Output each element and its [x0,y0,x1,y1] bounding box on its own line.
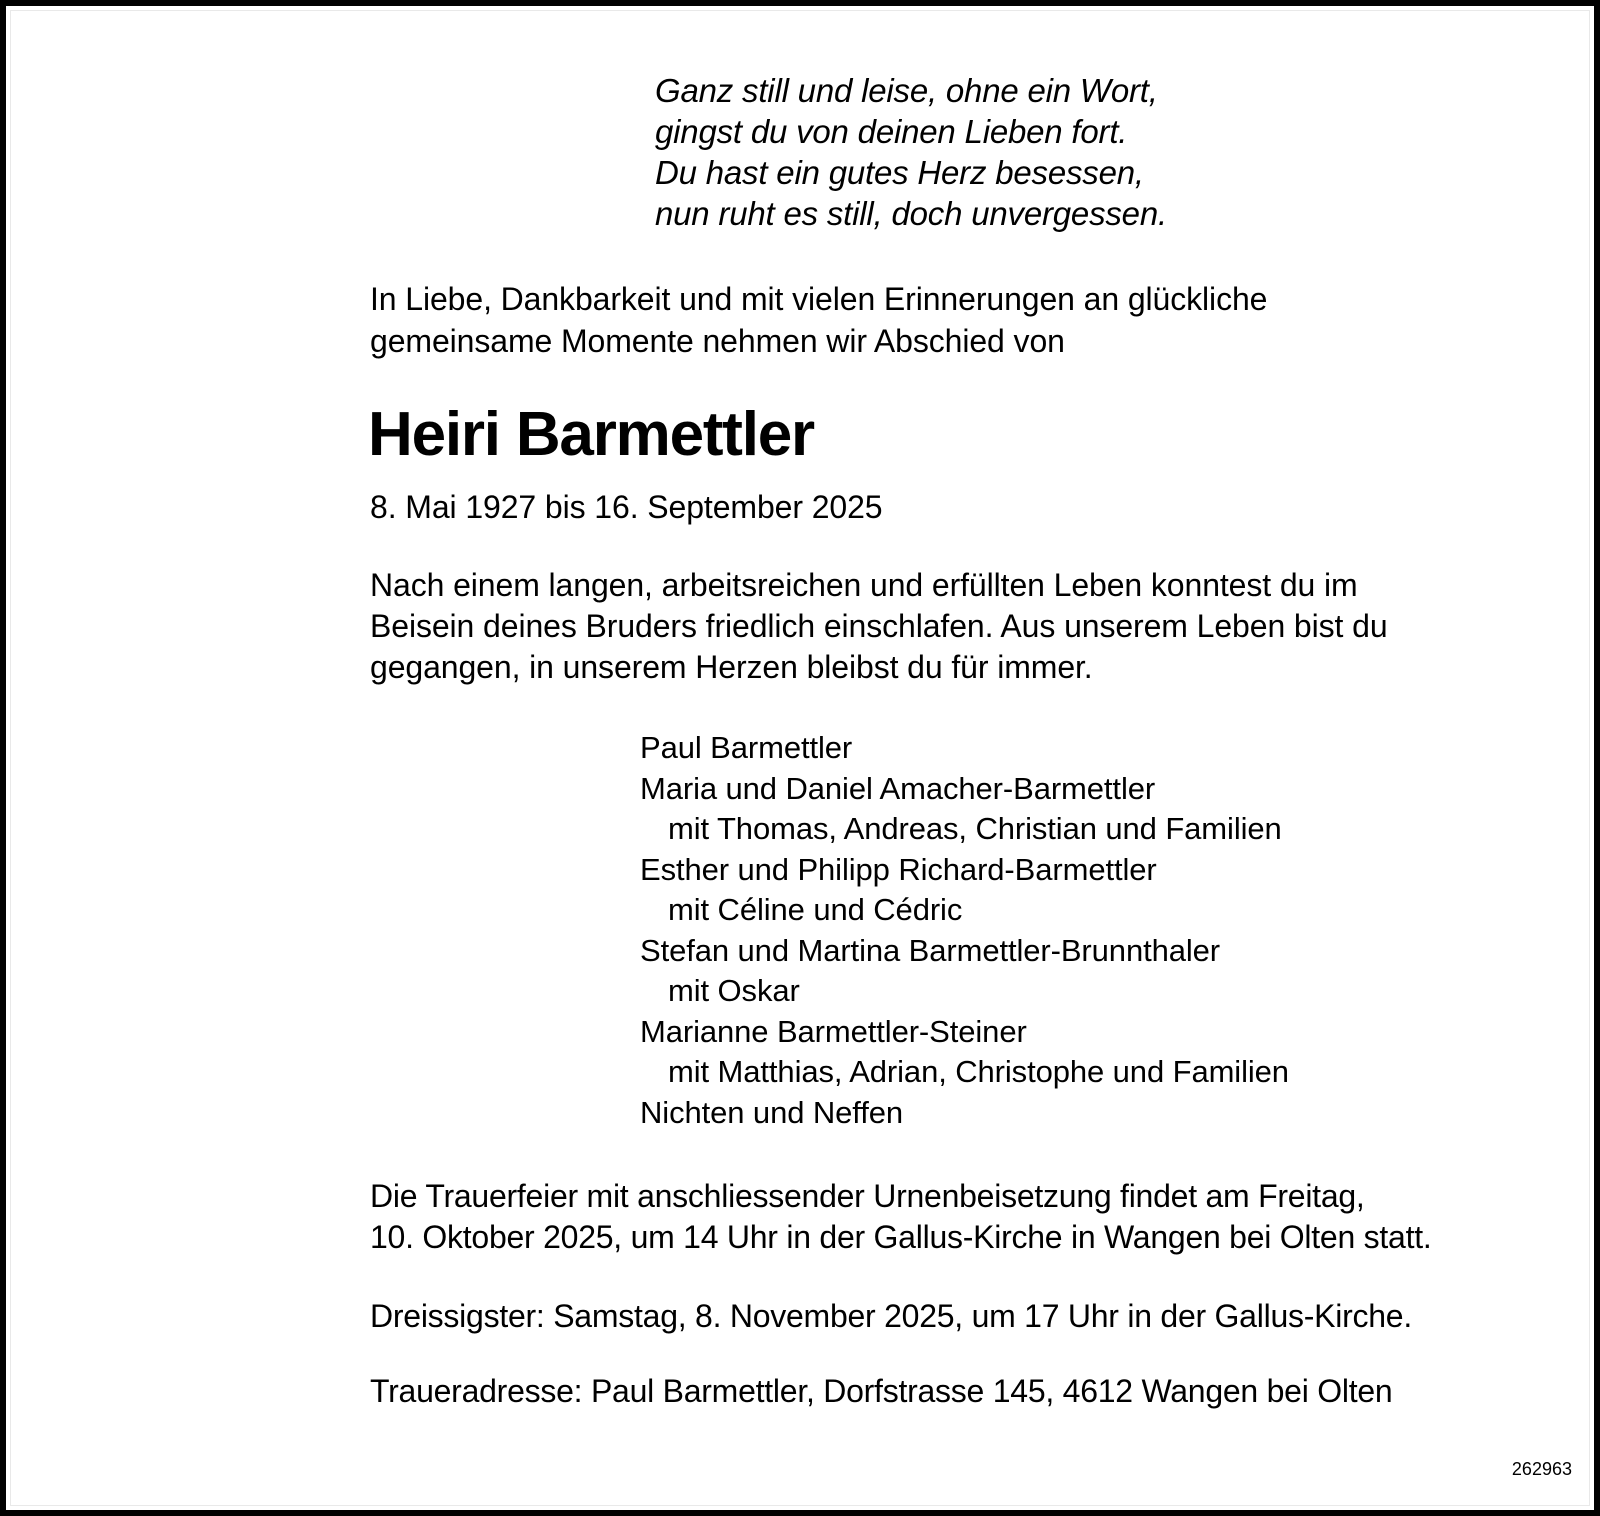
thirtieth-line-1: Dreissigster: Samstag, 8. November 2025, um 17 Uhr in der Gallus-Kirche. [370,1298,1412,1334]
funeral-ceremony-details [370,1176,1550,1258]
narrative-line-1: Nach einem langen, arbeitsreichen und erfüllten Leben konntest du im [370,567,1358,603]
reference-number: 262963 [1511,1459,1572,1479]
family-member: Marianne Barmettler-Steiner [640,1013,1027,1049]
poem-line-2: gingst du von deinen Lieben fort. [655,113,1128,150]
family-member: Paul Barmettler [640,730,853,765]
deceased-name: Heiri Barmettler [368,400,814,469]
address-line-1: Traueradresse: Paul Barmettler, Dorfstrasse 145, 4612 Wangen bei Olten [370,1373,1393,1409]
family-member: mit Matthias, Adrian, Christophe und Familien [668,1054,1289,1089]
deceased-life-dates: 8. Mai 1927 bis 16. September 2025 [370,489,883,525]
introduction-text [370,278,1530,362]
family-member: mit Céline und Cédric [668,892,963,927]
thirtieth-day-memorial [370,1296,1550,1337]
bereaved-family-list [640,728,1289,1133]
family-member: Esther und Philipp Richard-Barmettler [640,851,1157,887]
narrative-line-2: Beisein deines Bruders friedlich einschlafen. Aus unserem Leben bist du [370,608,1388,644]
memorial-poem [655,70,1167,234]
ceremony-line-1: Die Trauerfeier mit anschliessender Urnenbeisetzung findet am Freitag, [370,1178,1365,1214]
introduction-line-2: gemeinsame Momente nehmen wir Abschied von [370,323,1065,359]
narrative-text [370,565,1530,688]
narrative-line-3: gegangen, in unserem Herzen bleibst du für immer. [370,649,1093,685]
poem-line-3: Du hast ein gutes Herz besessen, [655,154,1144,191]
family-member: Nichten und Neffen [640,1094,904,1130]
introduction-line-1: In Liebe, Dankbarkeit und mit vielen Erinnerungen an glückliche [370,281,1268,317]
poem-line-4: nun ruht es still, doch unvergessen. [655,195,1167,232]
family-member: Maria und Daniel Amacher-Barmettler [640,770,1156,806]
family-member: mit Thomas, Andreas, Christian und Familien [668,811,1282,846]
family-member: mit Oskar [668,973,800,1008]
ceremony-line-2: 10. Oktober 2025, um 14 Uhr in der Gallus-Kirche in Wangen bei Olten statt. [370,1219,1432,1255]
poem-line-1: Ganz still und leise, ohne ein Wort, [655,72,1158,109]
condolence-address [370,1371,1550,1412]
family-member: Stefan und Martina Barmettler-Brunnthaler [640,932,1221,968]
